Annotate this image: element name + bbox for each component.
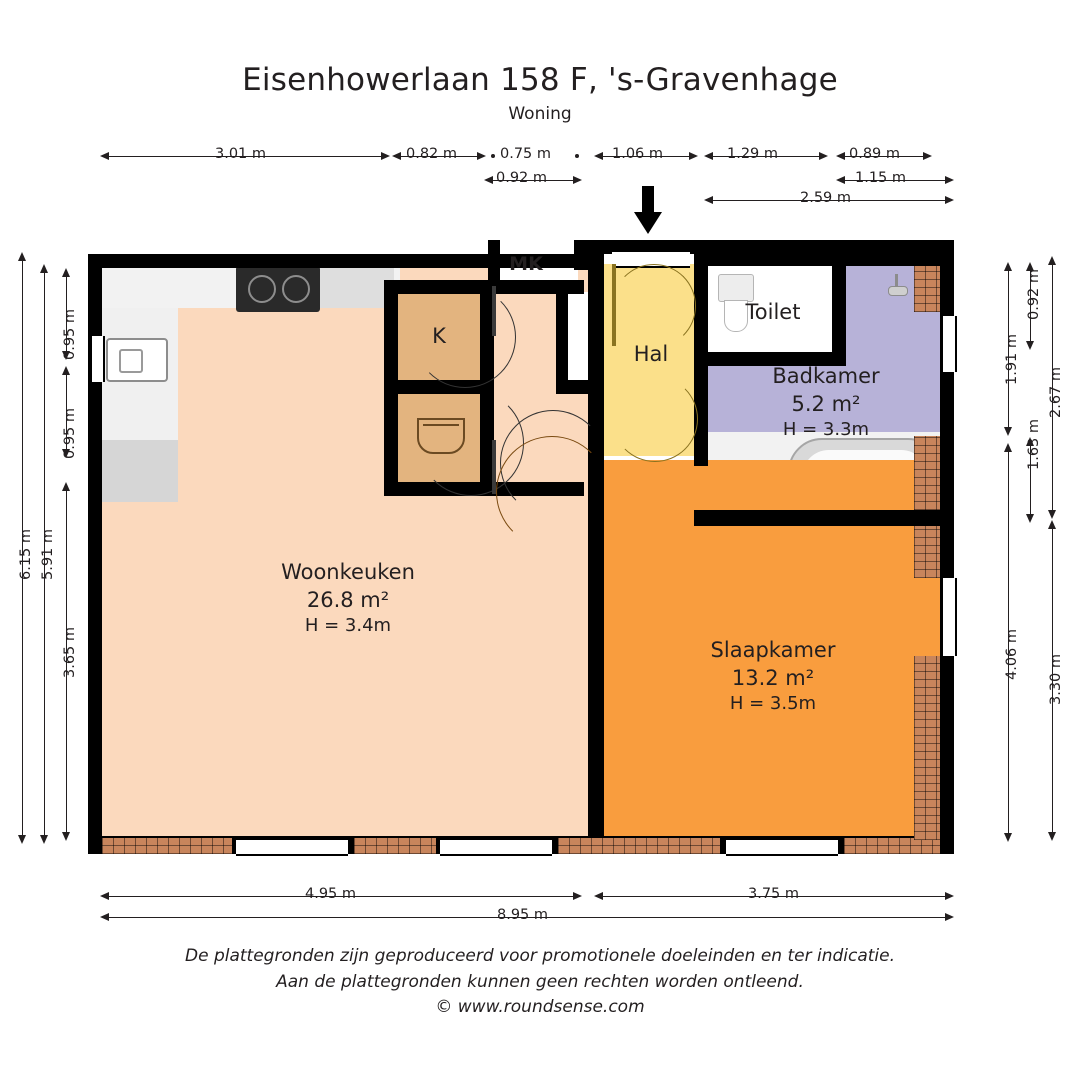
arrow-cap xyxy=(381,152,390,160)
label-woonkeuken xyxy=(238,558,458,638)
entry-arrow-icon xyxy=(634,186,662,234)
page-subtitle: Woning xyxy=(508,104,572,124)
dim-5-91: 5.91 m xyxy=(40,528,56,580)
arrow-cap xyxy=(1048,832,1056,841)
label-slaapkamer-name: Slaapkamer xyxy=(710,638,836,662)
arrow-cap xyxy=(819,152,828,160)
arrow-cap xyxy=(1026,514,1034,523)
arrow-cap xyxy=(945,913,954,921)
dim-3-30: 3.30 m xyxy=(1048,653,1064,705)
arrow-cap xyxy=(923,152,932,160)
arrow-cap xyxy=(689,152,698,160)
dot-cap xyxy=(575,154,579,158)
dim-2-67: 2.67 m xyxy=(1048,366,1064,418)
label-mk-name: MK xyxy=(509,253,543,275)
door-hall-bedroom xyxy=(612,376,698,462)
label-slaapkamer-height: H = 3.5m xyxy=(729,693,817,715)
arrow-cap xyxy=(573,176,582,184)
wall-top-right-lower xyxy=(694,250,954,266)
label-badkamer xyxy=(728,362,924,442)
label-toilet xyxy=(718,298,828,326)
dim-0-95-a: 0.95 m xyxy=(62,308,78,360)
dot-cap xyxy=(491,154,495,158)
label-toilet-name: Toilet xyxy=(745,300,801,324)
arrow-cap xyxy=(1004,427,1012,436)
window-bottom-2 xyxy=(440,838,552,856)
dim-1-15: 1.15 m xyxy=(855,170,907,186)
wall-vest-left xyxy=(556,294,568,390)
dim-2-59: 2.59 m xyxy=(800,190,852,206)
dim-0-92-top: 0.92 m xyxy=(496,170,548,186)
label-k xyxy=(404,322,474,350)
wall-center-vertical xyxy=(574,240,588,270)
dim-1-06: 1.06 m xyxy=(612,146,664,162)
label-slaapkamer xyxy=(658,636,888,716)
brick-right-low xyxy=(914,526,940,578)
dim-4-95: 4.95 m xyxy=(305,886,357,902)
door-entry-leaf xyxy=(612,264,616,346)
arrow-cap xyxy=(477,152,486,160)
label-k-name: K xyxy=(432,324,446,348)
brick-balcony-mid xyxy=(354,838,436,854)
dim-0-95-b: 0.95 m xyxy=(62,407,78,459)
page-title: Eisenhowerlaan 158 F, 's-Gravenhage xyxy=(242,62,838,98)
dim-3-65: 3.65 m xyxy=(62,626,78,678)
arrow-cap xyxy=(1048,510,1056,519)
arrow-cap xyxy=(62,832,70,841)
arrow-cap xyxy=(945,892,954,900)
dim-1-91: 1.91 m xyxy=(1004,333,1020,385)
window-bottom-3 xyxy=(726,838,838,856)
dim-6-15: 6.15 m xyxy=(18,528,34,580)
window-bottom-1 xyxy=(236,838,348,856)
label-woonkeuken-height: H = 3.4m xyxy=(304,615,392,637)
brick-right-low2 xyxy=(914,656,940,840)
kitchen-appliance xyxy=(310,266,394,308)
shower-icon xyxy=(888,274,908,296)
wall-toilet-right xyxy=(832,250,846,366)
footer-line-1: De plattegronden zijn geproduceerd voor promotionele doeleinden en ter indicatie. xyxy=(185,946,895,966)
label-badkamer-height: H = 3.3m xyxy=(782,419,870,441)
floor-plan[interactable] xyxy=(88,240,988,865)
dim-0-75: 0.75 m xyxy=(500,146,552,162)
label-badkamer-name: Badkamer xyxy=(772,364,880,388)
label-slaapkamer-area: 13.2 m² xyxy=(731,666,815,691)
arrow-cap xyxy=(40,835,48,844)
dim-3-75: 3.75 m xyxy=(748,886,800,902)
brick-right-top xyxy=(914,266,940,312)
door-k-leaf xyxy=(492,286,496,336)
dim-0-82: 0.82 m xyxy=(406,146,458,162)
brick-balcony-right2 xyxy=(844,838,940,854)
dim-0-92-right: 0.92 m xyxy=(1026,268,1042,320)
window-right-2 xyxy=(941,578,957,656)
wall-vest-bottom xyxy=(556,380,588,394)
dim-4-06: 4.06 m xyxy=(1004,628,1020,680)
label-hal xyxy=(606,340,696,368)
arrow-cap xyxy=(945,196,954,204)
brick-right-mid xyxy=(914,436,940,510)
arrow-cap xyxy=(1004,833,1012,842)
door-bedroom-living xyxy=(496,436,608,548)
arrow-cap xyxy=(18,835,26,844)
brick-balcony-left xyxy=(102,838,232,854)
brick-balcony-right xyxy=(558,838,720,854)
dim-1-63: 1.63 m xyxy=(1026,418,1042,470)
label-badkamer-area: 5.2 m² xyxy=(791,392,861,417)
label-mk xyxy=(498,252,554,277)
dim-1-29: 1.29 m xyxy=(727,146,779,162)
footer-line-2: Aan de plattegronden kunnen geen rechten worden ontleend. xyxy=(276,972,804,992)
cooktop-icon xyxy=(236,266,320,312)
dim-0-89: 0.89 m xyxy=(849,146,901,162)
wall-bathroom-bottom xyxy=(694,510,954,526)
sink-icon xyxy=(106,338,168,382)
fridge-unit xyxy=(100,440,178,502)
window-left-1 xyxy=(90,336,105,382)
label-woonkeuken-area: 26.8 m² xyxy=(306,588,390,613)
arrow-cap xyxy=(573,892,582,900)
dim-8-95: 8.95 m xyxy=(497,907,549,923)
dim-3-01: 3.01 m xyxy=(215,146,267,162)
window-right-1 xyxy=(941,316,957,372)
footer-line-3: © www.roundsense.com xyxy=(435,997,645,1017)
arrow-cap xyxy=(1026,341,1034,350)
arrow-cap xyxy=(945,176,954,184)
door-entry xyxy=(612,264,696,348)
label-woonkeuken-name: Woonkeuken xyxy=(281,560,415,584)
label-hal-name: Hal xyxy=(633,342,669,366)
